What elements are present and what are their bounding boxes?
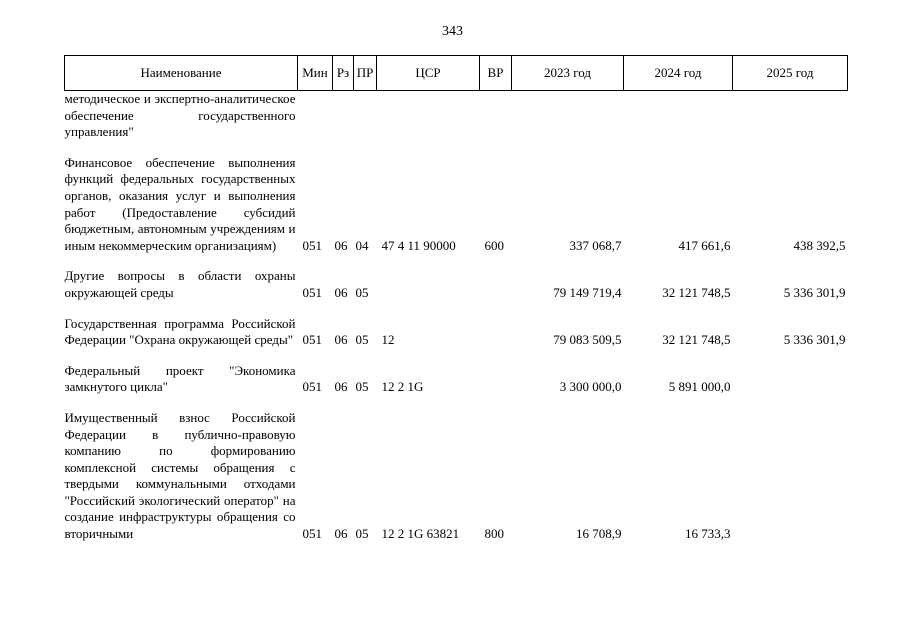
row-csr xyxy=(377,268,480,301)
row-rz xyxy=(333,91,354,141)
table-header-row xyxy=(65,56,848,91)
header-min: Мин xyxy=(298,56,333,91)
table-row xyxy=(65,363,848,396)
row-pr: 05 xyxy=(355,379,369,395)
row-2024: 32 121 748,5 xyxy=(662,284,731,300)
page-number: 343 xyxy=(442,24,463,39)
row-csr: 12 2 1G xyxy=(381,379,424,395)
row-min: 051 xyxy=(302,379,322,395)
row-pr: 04 xyxy=(355,237,369,253)
row-2023: 79 083 509,5 xyxy=(553,332,622,348)
row-2025 xyxy=(733,410,848,543)
table-row xyxy=(65,268,848,301)
header-2024: 2024 год xyxy=(624,56,733,91)
row-rz: 06 xyxy=(334,526,348,542)
row-rz: 06 xyxy=(334,332,348,348)
row-min xyxy=(298,91,333,141)
row-2024: 5 891 000,0 xyxy=(668,379,731,395)
row-spacer xyxy=(65,349,848,363)
row-2023: 3 300 000,0 xyxy=(559,379,622,395)
row-spacer xyxy=(65,141,848,155)
header-pr: ПР xyxy=(354,56,377,91)
row-spacer xyxy=(65,302,848,316)
row-vr xyxy=(480,268,512,301)
header-2023: 2023 год xyxy=(512,56,624,91)
row-csr: 12 2 1G 63821 xyxy=(381,526,460,542)
row-pr xyxy=(354,91,377,141)
header-rz: Рз xyxy=(333,56,354,91)
row-name: Федеральный проект "Экономика замкнутого цикла" xyxy=(64,362,296,395)
table-row xyxy=(65,316,848,349)
budget-table-container xyxy=(64,55,847,543)
header-csr: ЦСР xyxy=(377,56,480,91)
row-2023: 79 149 719,4 xyxy=(553,284,622,300)
header-vr: ВР xyxy=(480,56,512,91)
row-vr xyxy=(480,316,512,349)
row-2023 xyxy=(512,91,624,141)
row-pr: 05 xyxy=(355,284,369,300)
row-pr: 05 xyxy=(355,332,369,348)
table-row xyxy=(65,91,848,141)
row-min: 051 xyxy=(302,237,322,253)
table-row xyxy=(65,155,848,255)
row-name: Государственная программа Российской Федерации "Охрана окружающей среды" xyxy=(64,315,296,348)
row-name: Финансовое обеспечение выполнения функций федеральных государственных органов, оказания услуг и выполнения работ (Предоставление субсидий бюджетным, автономным учреждениям и иным некоммерческим организациям) xyxy=(64,154,296,253)
row-spacer xyxy=(65,254,848,268)
row-min: 051 xyxy=(302,284,322,300)
row-2025: 438 392,5 xyxy=(793,237,846,253)
row-2024: 417 661,6 xyxy=(678,237,731,253)
row-2025 xyxy=(733,91,848,141)
row-rz: 06 xyxy=(334,284,348,300)
row-rz: 06 xyxy=(334,379,348,395)
row-min: 051 xyxy=(302,332,322,348)
row-2025: 5 336 301,9 xyxy=(783,284,846,300)
row-csr: 12 xyxy=(381,332,395,348)
row-2024: 32 121 748,5 xyxy=(662,332,731,348)
budget-table xyxy=(64,55,848,543)
row-rz: 06 xyxy=(334,237,348,253)
row-2025: 5 336 301,9 xyxy=(783,332,846,348)
row-vr: 600 xyxy=(484,237,504,253)
row-vr xyxy=(480,91,512,141)
row-2024 xyxy=(624,91,733,141)
row-min: 051 xyxy=(302,526,322,542)
header-2025: 2025 год xyxy=(733,56,848,91)
header-name: Наименование xyxy=(65,56,298,91)
row-csr xyxy=(377,91,480,141)
row-name: методическое и экспертно-аналитическое обеспечение государственного управления" xyxy=(64,91,296,140)
row-2024: 16 733,3 xyxy=(685,526,731,542)
row-2023: 16 708,9 xyxy=(576,526,622,542)
row-2023: 337 068,7 xyxy=(569,237,622,253)
row-name: Другие вопросы в области охраны окружающей среды xyxy=(64,268,296,300)
row-2025 xyxy=(733,363,848,396)
row-spacer xyxy=(65,396,848,410)
row-csr: 47 4 11 90000 xyxy=(381,237,456,253)
row-vr: 800 xyxy=(484,526,504,542)
row-name: Имущественный взнос Российской Федерации в публично-правовую компанию по формированию комплексной системы обращения с твердыми коммунальными отходами "Российский экологический оператор" на создание инфраструктуры обращения со вторичными xyxy=(64,409,296,542)
row-pr: 05 xyxy=(355,526,369,542)
row-vr xyxy=(480,363,512,396)
table-row xyxy=(65,410,848,543)
